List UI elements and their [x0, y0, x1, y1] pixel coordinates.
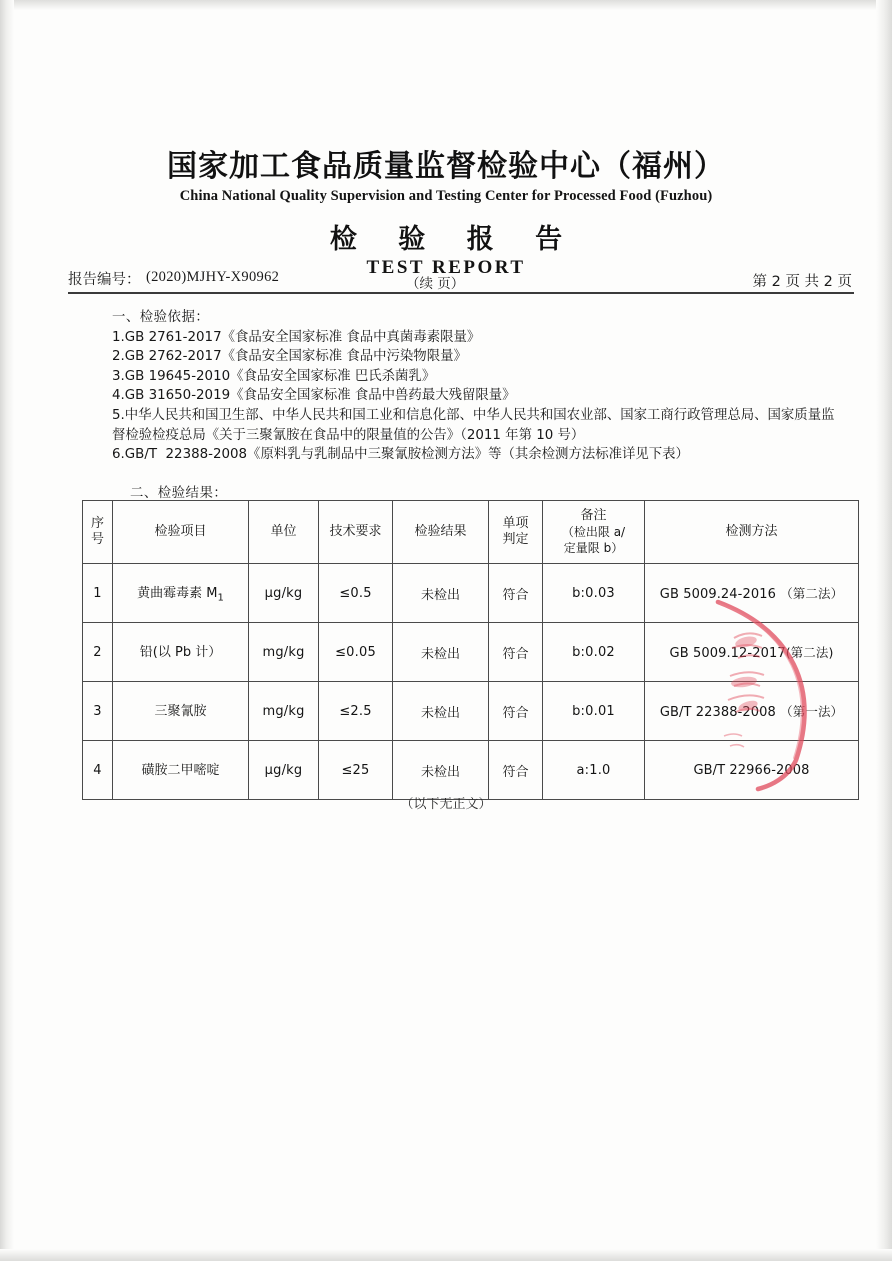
cell-test-method-standard: GB 5009.12-2017 — [669, 646, 786, 661]
cell-test-method — [645, 682, 859, 741]
basis-item-4: 4.GB 31650-2019《食品安全国家标准 食品中兽药最大残留限量》 — [112, 388, 516, 404]
cell-seq: 3 — [83, 682, 113, 741]
cell-unit: mg/kg — [249, 623, 319, 682]
cell-unit: μg/kg — [249, 741, 319, 800]
col-header-tech-requirement: 技术要求 — [319, 501, 393, 564]
cell-test-result: 未检出 — [393, 564, 489, 623]
table-row — [83, 564, 859, 623]
continued-page-marker: （续 页） — [406, 276, 465, 292]
col-header-seq-line1: 序 — [90, 516, 104, 531]
inspection-results-table-wrapper — [82, 500, 858, 800]
report-number-value: (2020)MJHY-X90962 — [146, 269, 280, 285]
col-header-item: 检验项目 — [113, 501, 249, 564]
cell-item — [113, 682, 249, 741]
cell-tech-requirement: ≤0.05 — [319, 623, 393, 682]
cell-test-method-standard: GB/T 22388-2008 — [659, 705, 776, 720]
cell-tech-requirement: ≤0.5 — [319, 564, 393, 623]
cell-judgement: 符合 — [489, 564, 543, 623]
table-header — [83, 501, 859, 564]
cell-judgement: 符合 — [489, 682, 543, 741]
organization-name-cn: 国家加工食品质量监督检验中心（福州） — [167, 149, 725, 184]
col-header-unit: 单位 — [249, 501, 319, 564]
cell-judgement: 符合 — [489, 741, 543, 800]
cell-item-text: 黄曲霉毒素 M — [137, 586, 218, 602]
cell-item-subscript: 1 — [217, 592, 224, 604]
report-meta-row — [68, 268, 852, 292]
table-row — [83, 741, 859, 800]
cell-seq: 4 — [83, 741, 113, 800]
cell-test-result: 未检出 — [393, 623, 489, 682]
document-title-cn: 检 验 报 告 — [329, 223, 579, 255]
basis-item-6: 6.GB/T 22388-2008《原料乳与乳制品中三聚氰胺检测方法》等（其余检测方法标准详见下表） — [112, 447, 689, 463]
cell-test-method — [645, 564, 859, 623]
cell-seq: 1 — [83, 564, 113, 623]
cell-test-method — [645, 623, 859, 682]
header-divider-rule — [68, 292, 854, 294]
inspection-basis-section — [112, 308, 840, 465]
cell-item-text: 磺胺二甲嘧啶 — [141, 763, 220, 779]
table-row — [83, 682, 859, 741]
col-header-remark-line2: （检出限 a/ — [561, 525, 626, 539]
scan-edge-bottom — [0, 1249, 892, 1261]
col-header-judgement-line1: 单项 — [502, 516, 529, 531]
cell-unit: mg/kg — [249, 682, 319, 741]
basis-item-1: 1.GB 2761-2017《食品安全国家标准 食品中真菌毒素限量》 — [112, 329, 481, 345]
table-row — [83, 623, 859, 682]
basis-item-2: 2.GB 2762-2017《食品安全国家标准 食品中污染物限量》 — [112, 349, 467, 365]
cell-test-method-standard: GB 5009.24-2016 — [659, 587, 776, 602]
inspection-results-table — [82, 500, 859, 800]
basis-item-3: 3.GB 19645-2010《食品安全国家标准 巴氏杀菌乳》 — [112, 368, 436, 384]
cell-remark: b:0.02 — [543, 623, 645, 682]
cell-test-method-standard: GB/T 22966-2008 — [693, 763, 810, 778]
inspection-basis-heading: 一、检验依据： — [112, 310, 210, 325]
cell-test-method — [645, 741, 859, 800]
cell-test-method-suffix: (第二法) — [785, 645, 834, 660]
page-indicator: 第 2 页 共 2 页 — [752, 274, 852, 290]
col-header-remark — [543, 501, 645, 564]
col-header-test-result: 检验结果 — [393, 501, 489, 564]
end-of-text-note: （以下无正文） — [400, 797, 492, 812]
basis-item-5: 5.中华人民共和国卫生部、中华人民共和国工业和信息化部、中华人民共和国农业部、国家工商行政管理总局、国家质量监督检验检疫总局《关于三聚氰胺在食品中的限量值的公告》（2011 年第 10 号） — [112, 407, 835, 443]
report-number-label: 报告编号： — [68, 272, 141, 288]
cell-unit: μg/kg — [249, 564, 319, 623]
table-body — [83, 564, 859, 800]
col-header-judgement — [489, 501, 543, 564]
cell-item-text: 三聚氰胺 — [154, 704, 207, 720]
col-header-seq — [83, 501, 113, 564]
cell-test-result: 未检出 — [393, 741, 489, 800]
document-title-en: TEST REPORT — [366, 256, 526, 278]
cell-judgement: 符合 — [489, 623, 543, 682]
cell-tech-requirement: ≤2.5 — [319, 682, 393, 741]
cell-remark: b:0.01 — [543, 682, 645, 741]
cell-remark: b:0.03 — [543, 564, 645, 623]
cell-item — [113, 623, 249, 682]
cell-test-result: 未检出 — [393, 682, 489, 741]
cell-test-method-suffix: （第一法） — [780, 704, 844, 719]
col-header-judgement-line2: 判定 — [502, 532, 529, 547]
cell-item — [113, 741, 249, 800]
document-header — [0, 150, 892, 279]
col-header-remark-line1: 备注 — [580, 508, 607, 523]
col-header-test-method: 检测方法 — [645, 501, 859, 564]
table-header-row — [83, 501, 859, 564]
cell-test-method-suffix: （第二法） — [780, 586, 844, 601]
organization-name-en: China National Quality Supervision and Testing Center for Processed Food (Fuzhou) — [179, 187, 713, 204]
cell-seq: 2 — [83, 623, 113, 682]
cell-remark: a:1.0 — [543, 741, 645, 800]
cell-item-text: 铅(以 Pb 计） — [139, 645, 222, 661]
col-header-remark-line3: 定量限 b） — [563, 541, 624, 555]
cell-tech-requirement: ≤25 — [319, 741, 393, 800]
col-header-seq-line2: 号 — [90, 532, 104, 547]
cell-item — [113, 564, 249, 623]
inspection-results-heading: 二、检验结果： — [130, 486, 228, 501]
scan-edge-top — [0, 0, 892, 10]
